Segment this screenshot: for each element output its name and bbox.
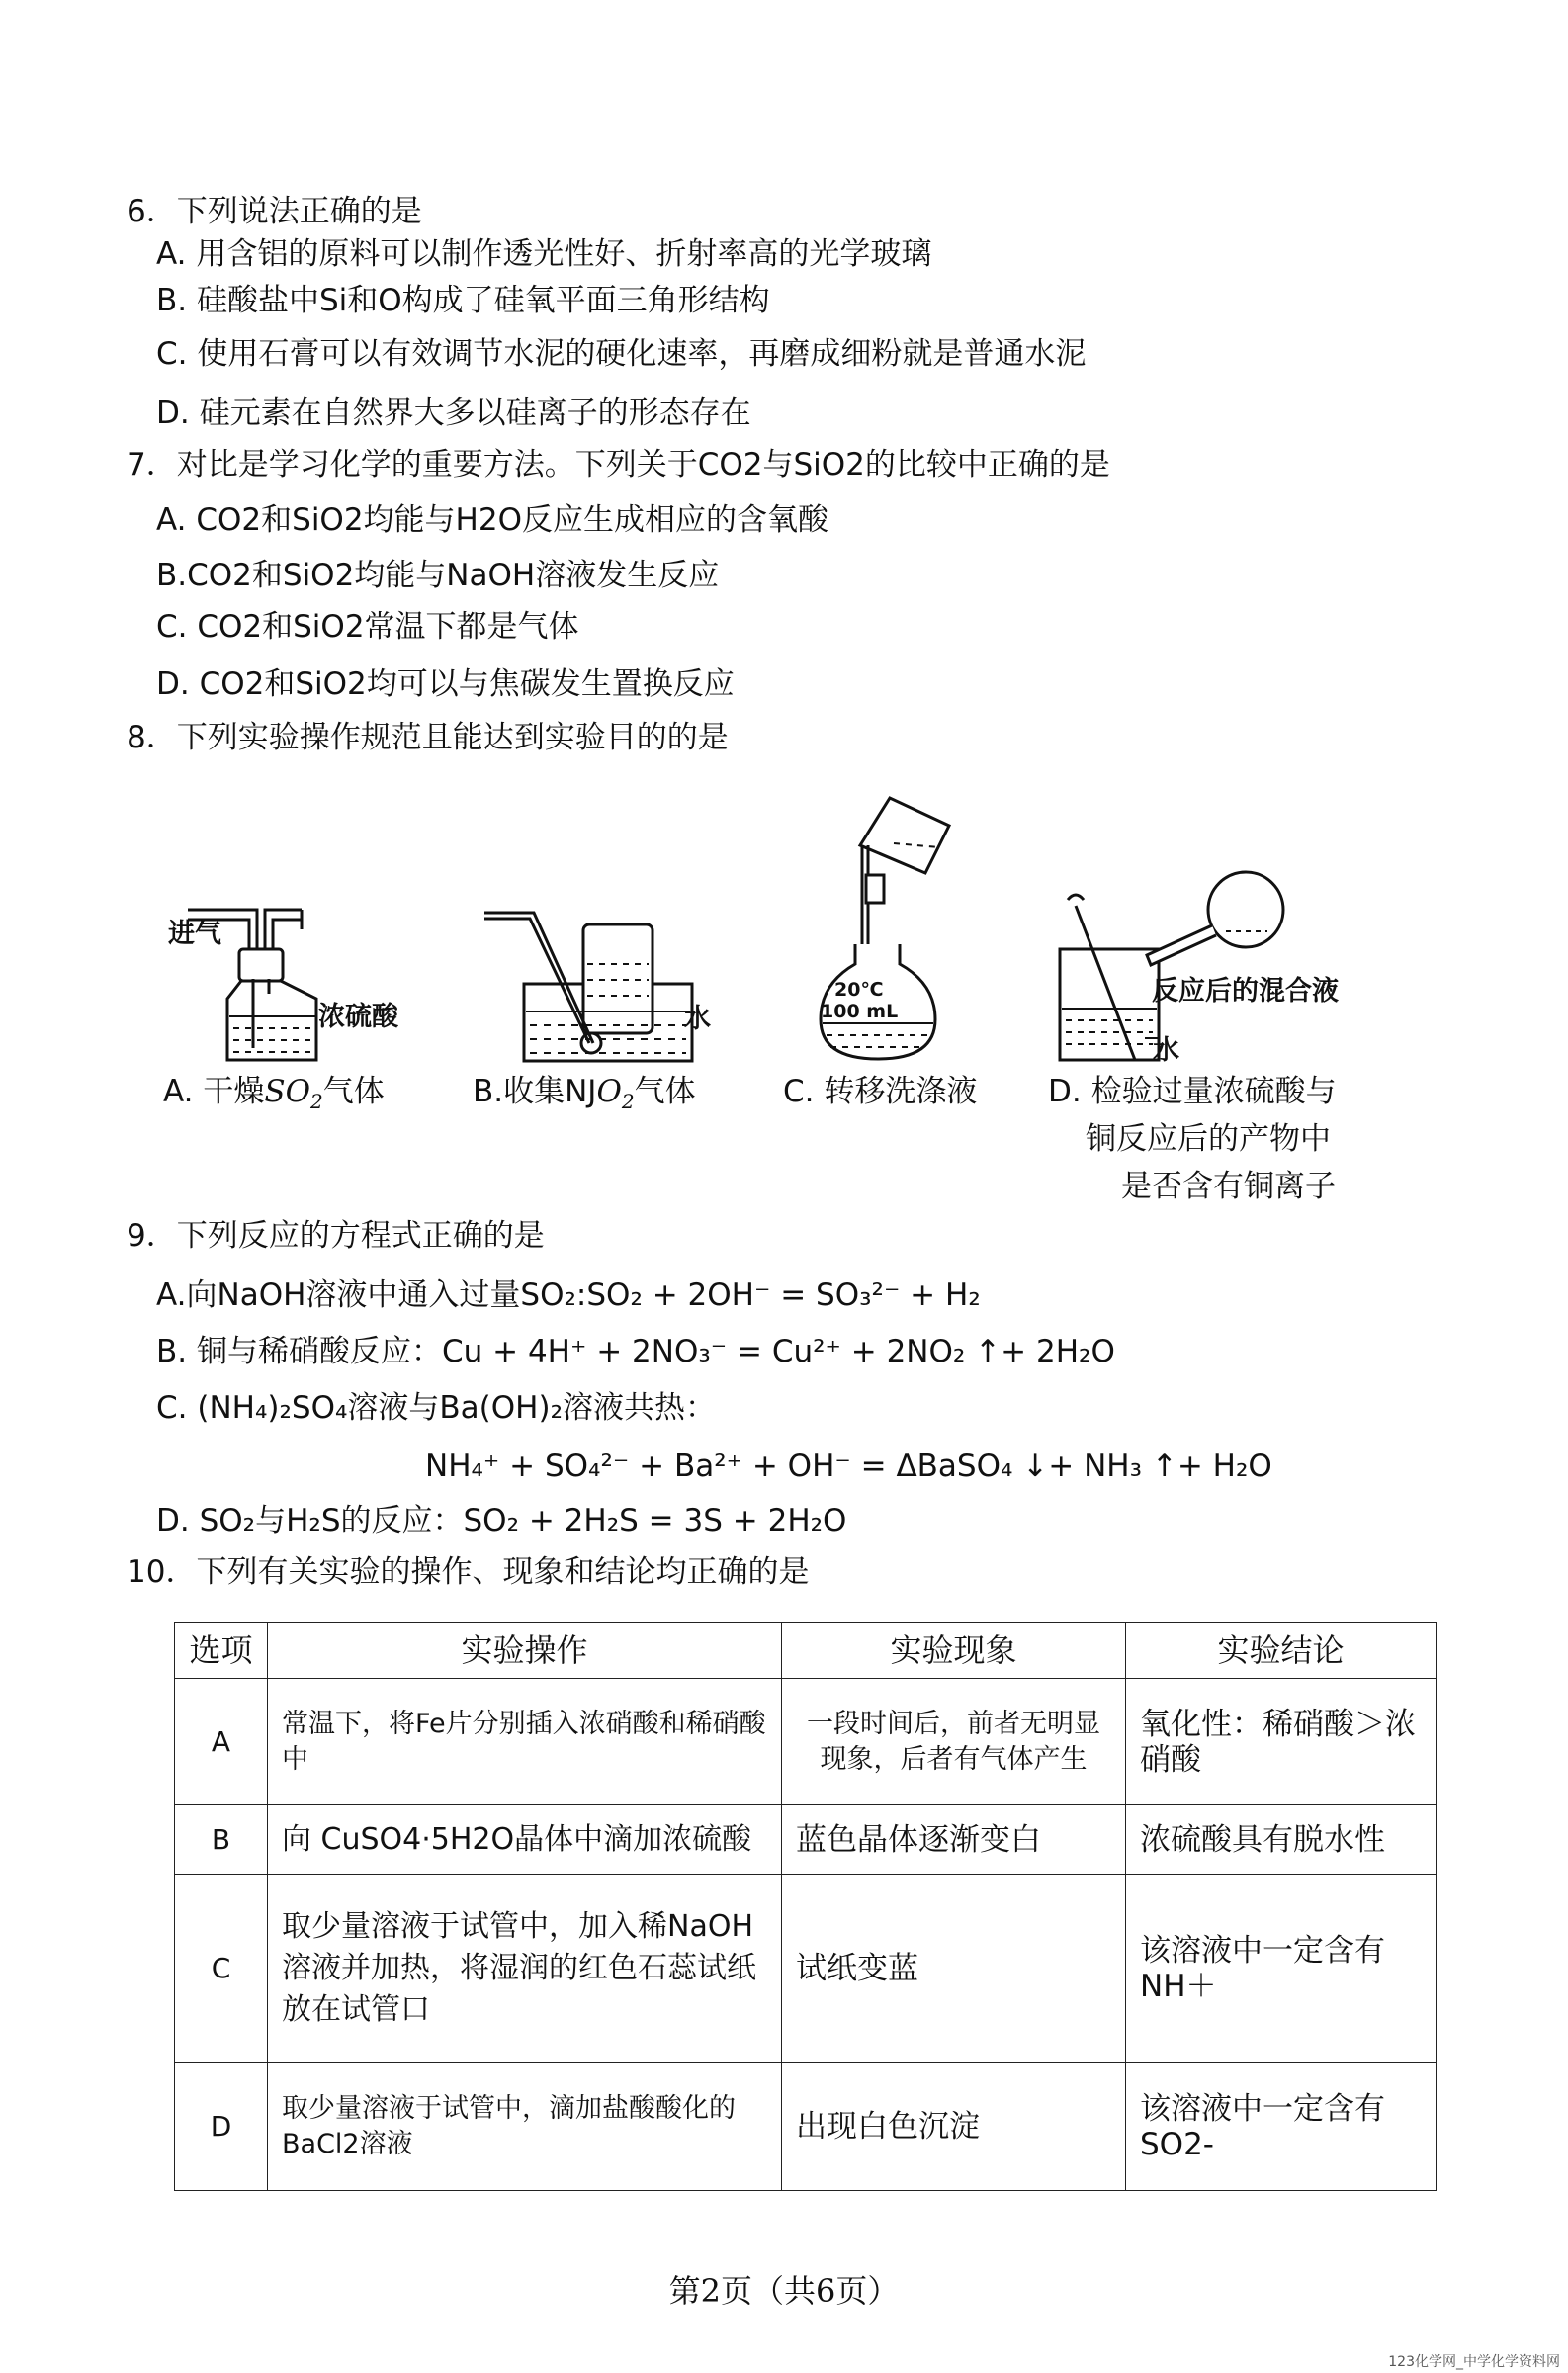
figure-b-gas-collection [475,895,712,1068]
header-operation: 实验操作 [268,1623,782,1679]
row-option: B [175,1805,268,1875]
row-phenomenon: 一段时间后，前者无明显现象，后者有气体产生 [782,1679,1126,1805]
table-header-row [175,1623,1437,1679]
caption-a: A. 干燥$SO_2$气体 [163,1074,385,1114]
q7-option-c: C. CO2和SiO2常温下都是气体 [156,609,579,645]
row-operation: 取少量溶液于试管中，加入稀NaOH 溶液并加热，将湿润的红色石蕊试纸放在试管口 [268,1875,782,2063]
row-conclusion: 该溶液中一定含有NH＋ [1126,1875,1437,2063]
q6-option-d: D. 硅元素在自然界大多以硅离子的形态存在 [156,396,751,431]
q9-option-c-line1: C. (NH₄)₂SO₄溶液与Ba(OH)₂溶液共热： [156,1390,716,1426]
row-phenomenon: 蓝色晶体逐渐变白 [782,1805,1126,1875]
caption-d-line2: 铜反应后的产物中 [1086,1121,1331,1157]
header-option: 选项 [175,1623,268,1679]
label-flask-volume: 100 mL [821,1001,899,1022]
row-conclusion: 氧化性：稀硝酸＞浓硝酸 [1126,1679,1437,1805]
row-phenomenon: 试纸变蓝 [782,1875,1126,2063]
page-footer: 第2页（共6页） [668,2272,900,2310]
caption-c: C. 转移洗涤液 [783,1074,978,1109]
label-gas-inlet: 进气 [168,919,221,949]
caption-d-line1: D. 检验过量浓硫酸与 [1048,1074,1337,1109]
row-operation: 常温下，将Fe片分别插入浓硝酸和稀硝酸中 [268,1679,782,1805]
table-row [175,1679,1437,1805]
row-phenomenon: 出现白色沉淀 [782,2063,1126,2191]
label-reaction-mixture: 反应后的混合液 [1152,976,1339,1007]
q9-option-d: D. SO₂与H₂S的反应：SO₂ + 2H₂S = 3S + 2H₂O [156,1503,847,1538]
site-watermark: 123化学网_中学化学资料网 [1388,2354,1560,2370]
caption-b: B.收集$NJO_2$气体 [473,1074,696,1114]
q9-stem: 9．下列反应的方程式正确的是 [127,1218,545,1254]
caption-d-line3: 是否含有铜离子 [1121,1169,1336,1204]
label-water: 水 [684,1004,711,1034]
row-conclusion: 该溶液中一定含有SO2- [1126,2063,1437,2191]
q9-option-b: B. 铜与稀硝酸反应：Cu + 4H⁺ + 2NO₃⁻ = Cu²⁺ + 2NO₂ ↑+ 2H₂O [156,1334,1115,1369]
q6-option-b: B. 硅酸盐中Si和O构成了硅氧平面三角形结构 [156,283,770,318]
table-row [175,1875,1437,2063]
row-operation: 向 CuSO4·5H2O晶体中滴加浓硫酸 [268,1805,782,1875]
row-option: A [175,1679,268,1805]
q7-stem: 7．对比是学习化学的重要方法。下列关于CO2与SiO2的比较中正确的是 [127,447,1110,483]
q8-stem: 8．下列实验操作规范且能达到实验目的的是 [127,720,729,755]
q9-option-a: A.向NaOH溶液中通入过量SO₂:SO₂ + 2OH⁻ = SO₃²⁻ + H₂ [156,1277,981,1313]
header-phenomenon: 实验现象 [782,1623,1126,1679]
row-operation: 取少量溶液于试管中，滴加盐酸酸化的BaCl2溶液 [268,2063,782,2191]
q9-option-c-equation: NH₄⁺ + SO₄²⁻ + Ba²⁺ + OH⁻ = ΔBaSO₄ ↓+ NH₃ ↑+ H₂O [425,1449,1272,1484]
label-conc-sulfuric-acid: 浓硫酸 [318,1002,398,1032]
label-flask-temperature: 20℃ [834,979,884,1001]
q7-option-b: B.CO2和SiO2均能与NaOH溶液发生反应 [156,558,720,593]
row-option: C [175,1875,268,2063]
header-conclusion: 实验结论 [1126,1623,1437,1679]
q6-stem: 6．下列说法正确的是 [127,194,422,229]
q10-table [174,1622,1437,2191]
row-conclusion: 浓硫酸具有脱水性 [1126,1805,1437,1875]
q7-option-a: A. CO2和SiO2均能与H2O反应生成相应的含氧酸 [156,502,828,538]
q6-option-a: A. 用含铝的原料可以制作透光性好、折射率高的光学玻璃 [156,236,932,272]
q7-option-d: D. CO2和SiO2均可以与焦碳发生置换反应 [156,666,735,702]
table-row [175,1805,1437,1875]
q10-stem: 10．下列有关实验的操作、现象和结论均正确的是 [127,1554,810,1590]
q6-option-c: C. 使用石膏可以有效调节水泥的硬化速率，再磨成细粉就是普通水泥 [156,336,1087,372]
table-row [175,2063,1437,2191]
label-water-d: 水 [1153,1035,1179,1066]
row-option: D [175,2063,268,2191]
